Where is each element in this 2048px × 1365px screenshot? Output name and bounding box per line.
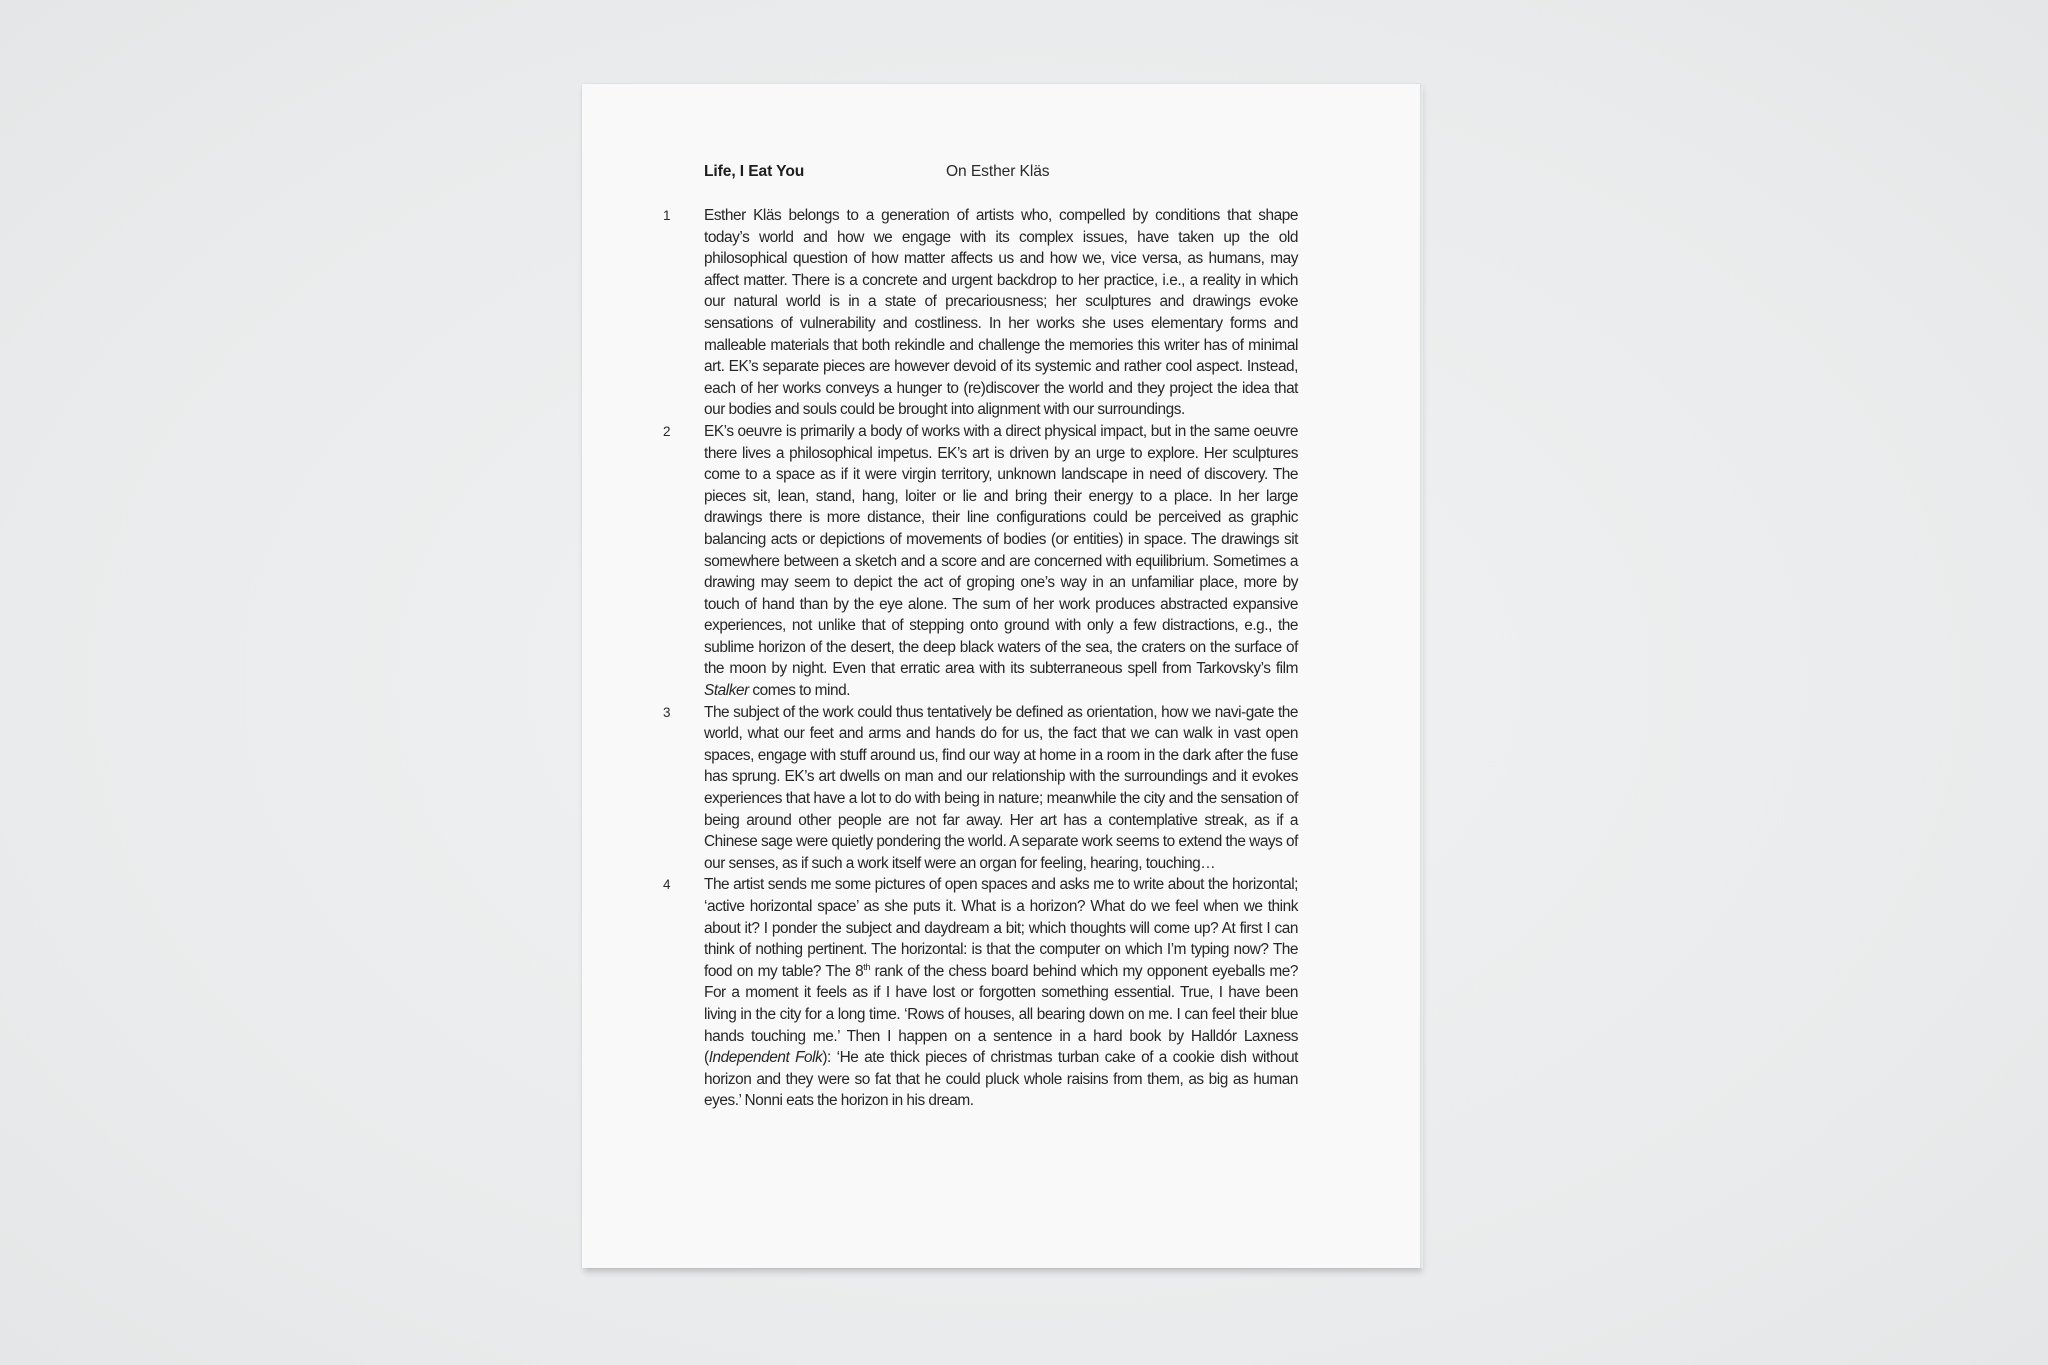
book-title: Independent Folk [708,1049,823,1067]
section-text-body: Esther Kläs belongs to a generation of artists who, compelled by conditions that shape today’s world and how we engage with its complex issues, have taken up the old philosophical question of how matter affects us and how we, vice versa, as humans, may affect matter. There is a concrete and urgent backdrop to her practice, i.e., a reality in which our natural world is in a state of precariousness; her sculptures and drawings evoke sensations of vulnerability and costliness. In her works she uses elementary forms and malleable materials that both rekindle and challenge the memories this writer has of minimal art. EK’s separate pieces are however devoid of its systemic and rather cool aspect. Instead, each of her works conveys a hunger to (re)discover the world and they project the idea that our bodies and souls could be brought into alignment with our surroundings. [704,207,1298,419]
section-text [704,874,1298,1112]
sections [582,205,1420,1112]
ordinal-superscript: th [863,961,870,972]
section-number: 3 [663,704,671,720]
section-text-part-b: rank of the chess board behind which my opponent eyeballs me? For a moment it feels as if I have lost or forgotten something essential. True, I have been living in the city for a long time. ‘Rows of houses, all bearing down on me. I can feel their blue hands touching me.’ Then I happen on a sentence in a hard book by Halldór Laxness ( [704,962,1299,1067]
section-number: 1 [663,208,671,223]
section-3 [582,702,1420,875]
document-title: Life, I Eat You [704,163,805,180]
section-4 [582,874,1420,1112]
section-text [704,702,1298,875]
section-text [704,421,1298,702]
section-text-body: The subject of the work could thus tentatively be defined as orientation, how we navi-gate the world, what our feet and arms and hands do for us, the fact that we can walk in vast open spaces, engage with stuff around us, find our way at home in a room in the dark after the fuse has sprung. EK’s art dwells on man and our relationship with the surroundings and it evokes experiences that have a lot to do with being in nature; meanwhile the city and the sensation of being around other people are not far away. Her art has a contemplative streak, as if a Chinese sage were quietly pondering the world. A separate work seems to extend the ways of our senses, as if such a work itself were an organ for feeling, hearing, touching… [704,703,1298,872]
section-text-body: EK’s oeuvre is primarily a body of works with a direct physical impact, but in the same oeuvre there lives a philosophical impetus. EK’s art is driven by an urge to explore. Her sculptures come to a space as if it were virgin territory, unknown landscape in need of discovery. The pieces sit, lean, stand, hang, loiter or lie and bring their energy to a place. In her large drawings there is more distance, their line configurations could be perceived as graphic balancing acts or depictions of movements of bodies (or entities) in space. The drawings sit somewhere between a sketch and a score and are concerned with equilibrium. Sometimes a drawing may seem to depict the act of groping one’s way in an unfamiliar place, more by touch of hand than by the eye alone. The sum of her work produces abstracted expansive experiences, not unlike that of stepping onto ground with only a few distractions, e.g., the sublime horizon of the desert, the deep black waters of the sea, the craters on the surface of the moon by night. Even that erratic area with its subterraneous spell from Tarkovsky’s film [704,422,1298,678]
paper-sheet [582,84,1420,1268]
section-text-part-a: The artist sends me some pictures of open spaces and asks me to write about the horizontal; ‘active horizontal space’ as she puts it. What is a horizon? What do we feel when we think about it? I ponder the subject and daydream a bit; which thoughts will come up? At first I can think of nothing pertinent. The horizontal: is that the computer on which I’m typing now? The food on my table? The 8 [704,876,1298,980]
document-header [704,163,1324,187]
document-subtitle: On Esther Kläs [946,163,1050,180]
section-number: 4 [663,877,671,893]
section-text [704,205,1298,421]
section-text-part-c: ): ‘He ate thick pieces of christmas turban cake of a cookie dish without horizon and they were so fat that he could pluck whole raisins from them, as big as human eyes.’ Nonni eats the horizon in his dream. [704,1049,1299,1110]
section-2 [582,421,1420,702]
section-number: 2 [663,423,671,439]
film-title: Stalker [704,682,749,700]
section-text-end: comes to mind. [748,682,851,700]
section-1 [582,205,1420,421]
